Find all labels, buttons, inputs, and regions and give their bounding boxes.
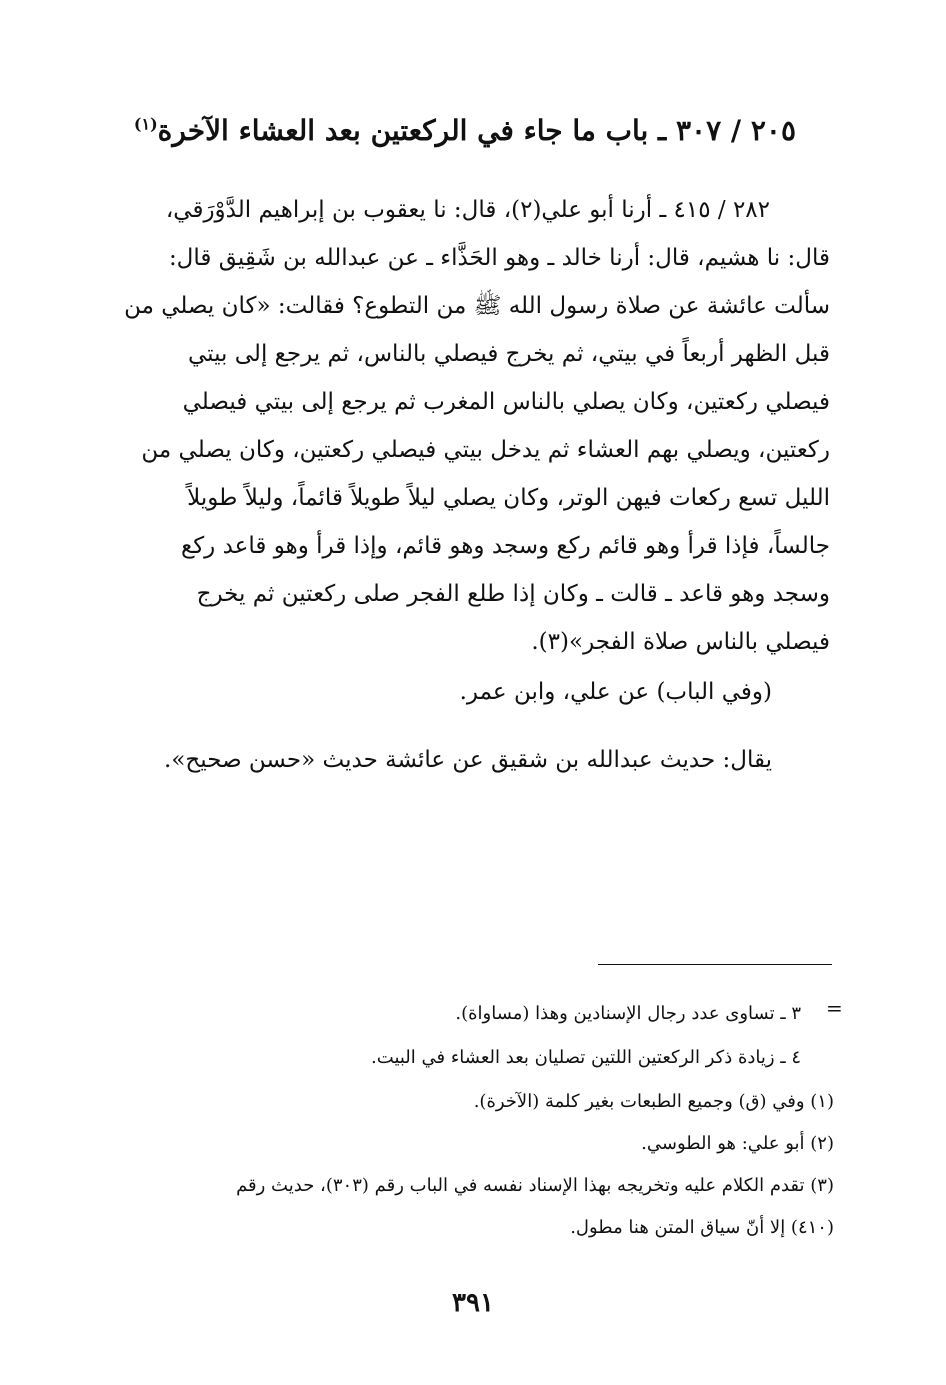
footnote-item: (٢) أبو علي: هو الطوسي. — [641, 1133, 834, 1154]
hadith-line: جالساً، فإذا قرأ وهو قائم ركع وسجد وهو قائم، وإذا قرأ وهو قاعد ركع — [180, 533, 830, 559]
chapter-title — [120, 103, 796, 159]
hadith-line: ٢٨٢ / ٤١٥ ـ أرنا أبو علي(٢)، قال: نا يعقوب بن إبراهيم الدَّوْرَقي، — [165, 197, 770, 223]
continuation-mark: = — [826, 996, 843, 1020]
page-number: ٣٩١ — [452, 1288, 494, 1318]
grading-statement: يقال: حديث عبدالله بن شقيق عن عائشة حديث «حسن صحيح». — [164, 747, 772, 773]
footnote-item: (٣) تقدم الكلام عليه وتخريجه بهذا الإسناد نفسه في الباب رقم (٣٠٣)، حديث رقم — [236, 1175, 834, 1196]
hadith-line: قال: نا هشيم، قال: أرنا خالد ـ وهو الحَذَّاء ـ عن عبدالله بن شَقِيق قال: — [168, 245, 830, 271]
hadith-line: قبل الظهر أربعاً في بيتي، ثم يخرج فيصلي بالناس، ثم يرجع إلى بيتي — [188, 341, 830, 367]
footnote-item: ٤ ـ زيادة ذكر الركعتين اللتين تصليان بعد العشاء في البيت. — [371, 1047, 801, 1068]
chapter-title-text: ٢٠٥ / ٣٠٧ ـ باب ما جاء في الركعتين بعد العشاء الآخرة — [157, 114, 796, 147]
hadith-line: ركعتين، ويصلي بهم العشاء ثم يدخل بيتي فيصلي ركعتين، وكان يصلي من — [141, 437, 830, 463]
footnote-item: ٣ ـ تساوى عدد رجال الإسنادين وهذا (مساواة). — [455, 1003, 801, 1024]
footnote-item: (١) وفي (ق) وجميع الطبعات بغير كلمة (الآخرة). — [473, 1091, 834, 1112]
hadith-line: وسجد وهو قاعد ـ قالت ـ وكان إذا طلع الفجر صلى ركعتين ثم يخرج — [196, 581, 830, 607]
hadith-line: سألت عائشة عن صلاة رسول الله ﷺ من التطوع؟ فقالت: «كان يصلي من — [124, 293, 830, 319]
footnote-item: (٤١٠) إلا أنّ سياق المتن هنا مطول. — [570, 1217, 834, 1238]
footnote-divider — [598, 964, 832, 965]
hadith-text — [110, 186, 830, 666]
hadith-line: فيصلي ركعتين، وكان يصلي بالناس المغرب ثم يرجع إلى بيتي فيصلي — [182, 389, 830, 415]
hadith-line: الليل تسع ركعات فيهن الوتر، وكان يصلي ليلاً طويلاً قائماً، وليلاً طويلاً — [187, 485, 830, 511]
bab-note: (وفي الباب) عن علي، وابن عمر. — [459, 679, 772, 705]
title-footnote-ref: (١) — [133, 114, 158, 134]
hadith-line: فيصلي بالناس صلاة الفجر»(٣). — [531, 629, 830, 655]
